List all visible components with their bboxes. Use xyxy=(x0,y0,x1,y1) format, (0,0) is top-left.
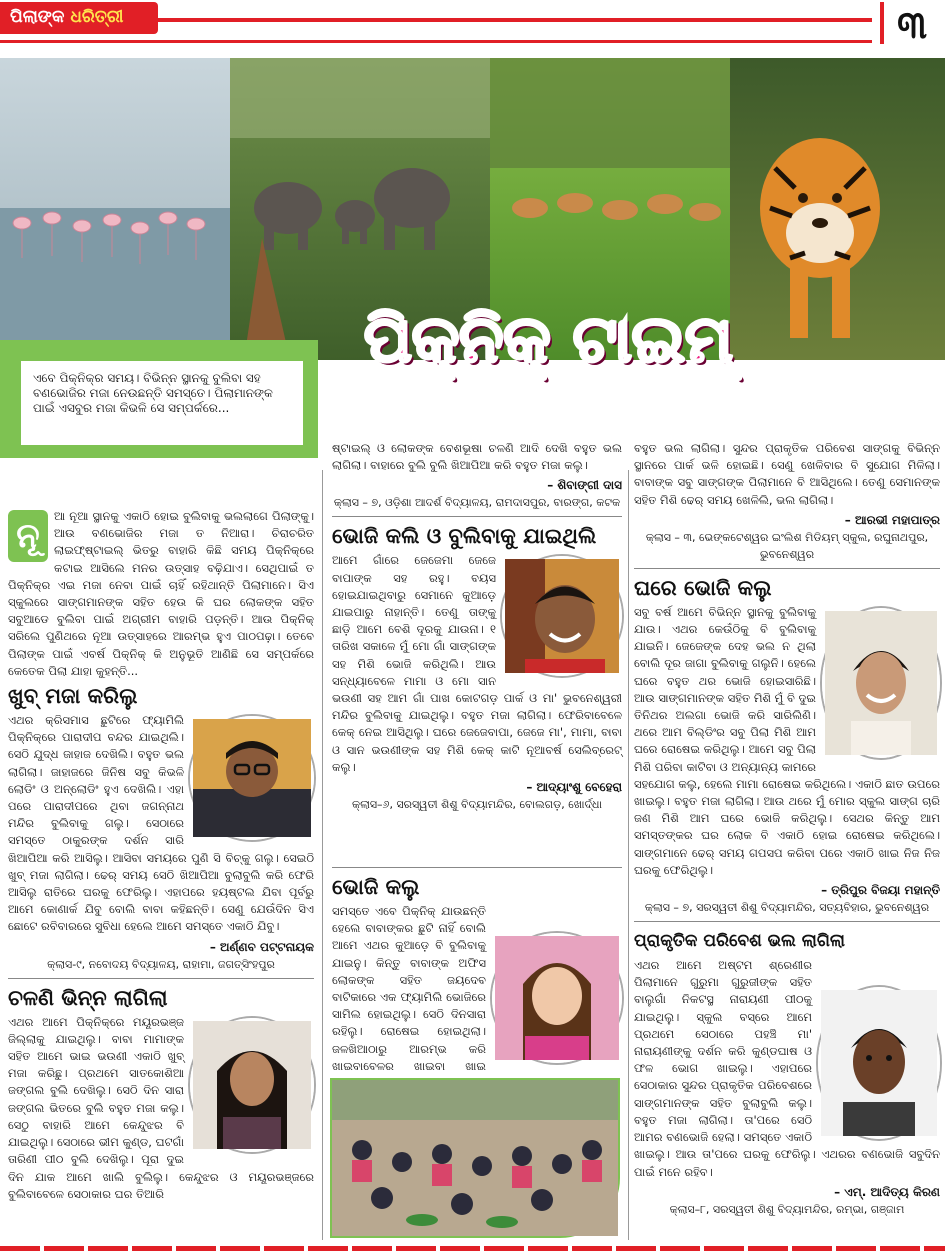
separator xyxy=(332,867,622,868)
story-3-body: ଆମେ ଗାଁରେ ଜେଜେମା ଜେଜେ ବାପାଙ୍କ ସହ ରହୁ। ବୟସ ହୋଇଯାଇଥିବାରୁ ସେମାନେ କୁଆଡ଼େ ଯାଇପାରୁ ନାହାନ୍ତି। ତେଣୁ ତାଙ୍କୁ ଛାଡ଼ି ଆମେ ବେଶି ଦୂରକୁ ଯାଉନା। ୧ ତାରିଖ ସକାଳେ ମୁଁ ମୋ ଗାଁ ସାଙ୍ଗଙ୍କ ସହ ମିଶି ଭୋଜି କରିଥିଲି। ଆଉ ସନ୍ଧ୍ୟାବେଳେ ମାମା ଓ ମୋ ସାନ ଭଉଣୀ ସହ ଆମ ଗାଁ ପାଖ କୋଟଗଡ଼ ପାର୍କ ଓ ମା' ଭୁବନେଶ୍ୱରୀ ମନ୍ଦିର ବୁଲିବାକୁ ଯାଇଥିଲୁ। ବହୁତ ମଜା ଲାଗିଲା। ଫେରିବାବେଳେ କେକ୍ ନେଇ ଆସିଥିଲୁ। ଘରେ ଜେଜେବାପା, ଜେଜେ ମା', ମାମା, ବାବା ଓ ସାନ ଭଉଣୀଙ୍କ ସହ ମିଶି କେକ୍ କାଟି ନୂଆବର୍ଷ ସେଲିବ୍ରେଟ୍ କଲୁ। xyxy=(332,553,622,774)
story-1-body: ଏଥର କ୍ରିସମାସ ଛୁଟିରେ ଫ୍ୟାମିଲି ପିକ୍‌ନିକ୍‌ରେ ପାରାଦୀପ ବନ୍ଦର ଯାଇଥିଲି। ସେଠି ଯୁଦ୍ଧ ଜାହାଜ ଦେଖିଲି। ବହୁତ ଭଲ ଲାଗିଲା। ଜାହାଜରେ ଜିନିଷ ସବୁ କିଭଳି ଲୋଡିଂ ଓ ଅନ୍‌ଲୋଡିଂ ହୁଏ ଦେଖିଲି। ଏହା ପରେ ପାରାଦୀପରେ ଥିବା ଜଗନ୍ନାଥ ମନ୍ଦିର ବୁଲିବାକୁ ଗଲୁ। ସେଠାରେ ସମସ୍ତେ ଠାକୁରଙ୍କ ଦର୍ଶନ ସାରି ଖିଆପିଆ କରି ଆସିଲୁ। ଆସିବା ସମୟରେ ପୁଣି ସି ବିଚ୍‌କୁ ଗଲୁ। ସେଇଠି ଖୁବ୍ ମଜା ଲାଗିଲା। ଢେର୍ ସମୟ ସେଠି ଖିଆପିଆ ବୁଲାବୁଲି କରି ଫେରି ଆସିଲୁ ରାତିରେ ଘରକୁ ଫେରିଲୁ। ଏହାପରେ ହୟଷ୍ଟଲ ଯିବା ପୂର୍ବରୁ ଆମେ କୋଣାର୍କ ଯିବୁ ବୋଲି ବାବା କହିଛନ୍ତି। ସେଣୁ ଯେଉଁଦିନ ସିଏ ଛୋଟେ ରବିବାରରେ ସୁବିଧା ହେଲେ ଆମେ ସମସ୍ତେ ଏକାଠି ଯିବୁ। xyxy=(8,713,314,934)
story-6-body: ଏଥର ଆମେ ଅଷ୍ଟମ ଶ୍ରେଣୀର ପିଲାମାନେ ଗୁରୁମା ଗୁରୁଜୀଙ୍କ ସହିତ ବାଲୁଗାଁ ନିକଟସ୍ଥ ନାରାୟଣୀ ପୀଠକୁ ଯାଇଥିଲୁ। ସ୍କୁଲ ବସ୍‌ରେ ଆମେ ପ୍ରଥମେ ସେଠାରେ ପହଞ୍ଚି ମା' ନାରାୟଣୀଙ୍କୁ ଦର୍ଶନ କରି କୁଣ୍ଡଘାଷ ଓ ଫଳ ଭୋଗ ଖାଇଲୁ। ଏହାପରେ ସେଠାକାର ସୁନ୍ଦର ପ୍ରାକୃତିକ ପରିବେଶରେ ସାଙ୍ଗମାନଙ୍କ ସହିତ ବୁଲାବୁଲି କଲୁ। ବହୁତ ମଜା ଲାଗିଲା। ତା'ପରେ ସେଠି ଆମର ବଣଭୋଜି ହେଲା। ସମସ୍ତେ ଏକାଠି ଖାଇଲୁ। ଆଉ ତା'ପରେ ଘରକୁ ଫେରିଲୁ। ଏଥରର ବଣଭୋଜି ସବୁଦିନ ପାଇଁ ମନେ ରହିବ। xyxy=(634,958,940,1179)
header-underline xyxy=(0,40,872,43)
portrait-boy-smiling xyxy=(505,559,619,673)
page-header xyxy=(0,0,945,56)
story-3-school: କ୍ଲାସ–୬, ସରସ୍ୱତୀ ଶିଶୁ ବିଦ୍ୟାମନ୍ଦିର, ବୋଲଗଡ଼, ଖୋର୍ଦ୍ଧା xyxy=(351,798,603,812)
masthead-word-2: ଧରିତ୍ରୀ xyxy=(70,7,124,27)
intro-panel xyxy=(0,340,318,458)
drop-cap: ନୂ xyxy=(8,510,48,562)
column-2 xyxy=(332,440,622,860)
photo-shivangi xyxy=(190,1018,314,1152)
story-4-heading: ଭୋଜି କଲୁ xyxy=(332,875,420,899)
photo-aditya xyxy=(818,987,940,1139)
story-6-heading: ପ୍ରାକୃତିକ ପରିବେଶ ଭଲ ଲାଗିଲା xyxy=(634,931,846,952)
story-1-byline: – ଅର୍ଣ୍ଣବ ପଟ୍ଟନାୟକ xyxy=(209,939,314,954)
photo-adyanshu xyxy=(502,556,622,676)
group-photo xyxy=(330,1078,620,1238)
story-2-body: ଏଥର ଆମେ ପିକ୍‌ନିକ୍‌ରେ ମୟୂରଭଞ୍ଜ ଜିଲ୍ଲାକୁ ଯାଇଥିଲୁ। ବାବା ମାମାଙ୍କ ସହିତ ଆମେ ଭାଇ ଭଉଣୀ ଏକାଠି ଖୁବ୍ ମଜା କରିଛୁ। ପ୍ରଥମେ ସାତକୋଶିଆ ଜଙ୍ଗଲ ବୁଲି ଦେଖିଲୁ। ସେଠି ଦିନ ସାରା ଜଙ୍ଗଲ ଭିତରେ ବୁଲି ବହୁତ ମଜା କଲୁ। ସେଠୁ ବାହାରି ଆମେ କେନ୍ଦୁଝର ବି ଯାଇଥିଲୁ। ସେଠାରେ ଭୀମ କୁଣ୍ଡ, ଘଟଗାଁ ତାରିଣୀ ପୀଠ ବୁଲି ଦେଖିଲୁ। ପୂରା ଦୁଇ ଦିନ ଯାକ ଆମେ ଖାଲି ବୁଲିଲୁ। କେନ୍ଦୁଝର ଓ ମୟୂରଭଞ୍ଜରେ ବୁଲିବାବେଳେ ସେଠାକାର ଘର ତିଆରି xyxy=(8,1014,314,1201)
photo-tripura xyxy=(822,608,940,758)
story-5-school: କ୍ଲାସ – ୭, ସରସ୍ୱତୀ ଶିଶୁ ବିଦ୍ୟାମନ୍ଦିର, ସତ୍ୟବିହାର, ଭୁବନେଶ୍ୱର xyxy=(644,901,930,915)
column-3 xyxy=(634,440,940,1240)
portrait-boy-passport xyxy=(821,990,937,1136)
story-3-byline: – ଆଦ୍ୟାଂଶୁ ବେହେରା xyxy=(526,780,622,795)
portrait-smiling-child xyxy=(825,611,937,755)
header-rule xyxy=(158,18,872,22)
story-6-school: କ୍ଲାସ–୮, ସରସ୍ୱତୀ ଶିଶୁ ବିଦ୍ୟାମନ୍ଦିର, ରମ୍ଭା, ଗଞ୍ଜାମ xyxy=(669,1202,905,1216)
separator xyxy=(8,978,314,979)
feature-title: ପିକ୍‌ନିକ୍ ଟାଇମ୍ xyxy=(364,303,733,377)
intro-text: ଏବେ ପିକ୍‌ନିକ୍‌ର ସମୟ। ବିଭିନ୍ନ ସ୍ଥାନକୁ ବୁଲିବା ସହ ବଣଭୋଜିର ମଜା ନେଉଛନ୍ତି ସମସ୍ତେ। ପିଲାମାନଙ୍କ ପାଇଁ ଏସବୁର ମଜା କିଭଳି ସେ ସମ୍ପର୍କରେ... xyxy=(20,360,304,446)
portrait-girl-pink xyxy=(495,936,619,1060)
story-2-heading: ଚଳଣି ଭିନ୍ନ ଲାଗିଲା xyxy=(8,985,168,1010)
story-3-heading: ଭୋଜି କଲି ଓ ବୁଲିବାକୁ ଯାଇଥିଲି xyxy=(332,524,597,549)
story-4-body: ସମସ୍ତେ ଏବେ ପିକ୍‌ନିକ୍ ଯାଉଛନ୍ତି ହେଲେ ବାବାଙ୍କର ଛୁଟି ନାହିଁ ବୋଲି ଆମେ ଏଥର କୁଆଡ଼େ ବି ବୁଲିବାକୁ ଯାଇନୁ। କିନ୍ତୁ ବାବାଙ୍କ ଅଫିସ ଲୋକଙ୍କ ସହିତ ଜୟଦେବ ବାଟିକାରେ ଏକ ଫ୍ୟାମିଲି ଭୋଜିରେ ସାମିଲ ହୋଇଥିଲୁ। ସେଠି ଦିନସାରା ରହିଲୁ। ରୋଷେଇ ହୋଇଥିଲା। ଜଳଖିଆଠାରୁ ଆରମ୍ଭ କରି ଖାଇବାବେଳର ଖାଇବା ଖାଇ xyxy=(332,904,486,1073)
page-footer xyxy=(0,1240,945,1256)
continued-text: ଷ୍ଟାଇଲ୍ ଓ ଲୋକଙ୍କ ବେଶଭୂଷା ଚଳଣି ଆଦି ଦେଖି ବହୁତ ଭଲ ଲାଗିଲା। ବାହାରେ ବୁଲି ବୁଲି ଖିଆପିଆ କରି ବହୁତ ମଜା କଲୁ। xyxy=(332,441,622,473)
lead-paragraph: ଆ ନୂଆ ସ୍ଥାନକୁ ଏକାଠି ହୋଇ ବୁଲିବାକୁ ଭଲଲାଗେ ପିଲାଙ୍କୁ। ଆଉ ବଣଭୋଜିର ମଜା ତ ନିଆରା। ଚିରାଚରିତ ଲାଇଫ୍‌ଷ୍ଟାଇଲ୍ ଭିତରୁ ବାହାରି କିଛି ସମୟ ପିକ୍‌ନିକ୍‌ରେ କଟାଇ ଆସିଲେ ମନର ଉତ୍ସାହ ବଢ଼ିଯାଏ। ସେଥିପାଇଁ ତ ପିକ୍‌ନିକ୍‌ର ଏଇ ମଜା ନେବା ପାଇଁ ଚାହିଁ ରହିଥାନ୍ତି ପିଲାମାନେ। ସିଏ ସ୍କୁଲରେ ସାଙ୍ଗମାନଙ୍କ ସହିତ ହେଉ କି ଘର ଲୋକଙ୍କ ସହିତ ସବୁଆଡେ ବୁଲିବା ପାଇଁ ଅଗ୍ରୀମ ବାହାରି ପଡ଼ନ୍ତି। ଆଉ ପିକ୍‌ନିକ୍ ସରିଲେ ପୁଣିଥରେ ନୂଆ ଉତ୍ସାହରେ ଆରମ୍ଭ ହୁଏ ପାଠପଢ଼ା। ତେବେ ପିଲାଙ୍କ ପାଇଁ ଏବର୍ଷ ପିକ୍‌ନିକ୍ କି ଅନୁଭୂତି ଆଣିଛି ସେ ସମ୍ପର୍କରେ କେତେକ ପିଲା ଯାହା କୁହନ୍ତି... xyxy=(8,509,314,678)
story-1-heading: ଖୁବ୍ ମଜା କରିଲୁ xyxy=(8,684,138,709)
separator xyxy=(634,921,940,922)
continued-byline-2: – ଆରଭୀ ମହାପାତ୍ର xyxy=(844,512,940,527)
portrait-boy-glasses xyxy=(193,719,311,837)
story-1-school: କ୍ଲାସ-୯, ନବୋଦୟ ବିଦ୍ୟାଳୟ, ରାହାମା, ଜଗତ୍‌ସିଂହପୁର xyxy=(47,957,275,971)
story-5-byline: – ତ୍ରିପୁର ବିଜୟା ମହାନ୍ତି xyxy=(821,883,940,898)
separator xyxy=(332,516,622,517)
portrait-girl xyxy=(193,1021,311,1149)
column-1 xyxy=(8,508,314,1238)
separator xyxy=(634,568,940,569)
masthead xyxy=(0,2,158,34)
continued-school: କ୍ଲାସ – ୭, ଓଡ଼ିଶା ଆଦର୍ଶ ବିଦ୍ୟାଳୟ, ରାମଦାସପୁର, ବାରଙ୍ଗ, କଟକ xyxy=(333,496,621,510)
story-6-byline: – ଏମ୍. ଆଦିତ୍ୟ କିରଣ xyxy=(834,1184,940,1199)
continued-school-2: କ୍ଲାସ – ୩, ଭେଙ୍କଟେଶ୍ୱର ଇଂଲିଶ ମିଡିୟମ୍ ସ୍କୁଲ, ରଘୁନାଥପୁର, ଭୁବନେଶ୍ୱର xyxy=(645,530,929,561)
masthead-word-1: ପିଲାଙ୍କ xyxy=(10,7,65,27)
column-2-lower xyxy=(332,862,622,1076)
page-number: ୩ xyxy=(897,2,927,47)
column-divider-1 xyxy=(322,470,323,1240)
picnic-group-illustration xyxy=(332,1080,618,1236)
story-5-body: ସବୁ ବର୍ଷ ଆମେ ବିଭିନ୍ନ ସ୍ଥାନକୁ ବୁଲିବାକୁ ଯାଉ। ଏଥର କେଉଁଠିକୁ ବି ବୁଲିବାକୁ ଯାଇନି। ଜେଜେଙ୍କ ଦେହ ଭଲ ନ ଥିଲା ବୋଲି ଦୂର ଜାଗା ବୁଲିବାକୁ ଗଲୁନି। ହେଲେ ଘରେ ବହୁତ ଥର ଭୋଜି ହୋଇସାରିଛି। ଆଉ ସାଙ୍ଗମାନଙ୍କ ସହିତ ମିଶି ମୁଁ ବି ଦୁଇ ତିନିଥର ଅଲଗା ଭୋଜି କରି ସାରିଲିଣି। ଥରେ ଆମ ବିଲ୍ଡିଂର ସବୁ ପିଲା ମିଶି ଆମ ଘରେ ରୋଷେଇ କରିଥିଲୁ। ଆମେ ସବୁ ପିଲା ମିଶି ପରିବା କାଟିବା ଓ ଅନ୍ୟାନ୍ୟ କାମରେ ସହଯୋଗ କଲୁ, ହେଲେ ମାମା ରୋଷେଇ କରିଥିଲେ। ଏକାଠି ଛାତ ଉପରେ ଖାଇଲୁ। ବହୁତ ମଜା ଲାଗିଲା। ଆଉ ଥରେ ମୁଁ ମୋର ସ୍କୁଲ ସାଙ୍ଗ ଚାରି ଜଣ ମିଶି ଆମ ଘରେ ଭୋଜି କରିଥିଲୁ। ସେଥର କିନ୍ତୁ ଆମ ସମସ୍ତଙ୍କର ଘର ଲୋକ ବି ଏକାଠି ହୋଇ ରୋଷେଇ କରିଥିଲେ। ସାଙ୍ଗମାନେ ଢେର୍ ସମୟ ଗପସପ କରିବା ପରେ ଏକାଠି ଖାଇ ନିଜ ନିଜ ଘରକୁ ଫେରିଥିଲୁ। xyxy=(634,604,940,877)
footer-rule xyxy=(0,1246,945,1251)
story-5-heading: ଘରେ ଭୋଜି କଲୁ xyxy=(634,575,772,600)
photo-girl-2 xyxy=(492,933,622,1063)
column-divider-2 xyxy=(628,470,629,1240)
continued-text-2: ବହୁତ ଭଲ ଲାଗିଲା। ସୁନ୍ଦର ପ୍ରାକୃତିକ ପରିବେଶ ସାଙ୍ଗକୁ ବିଭିନ୍ନ ସ୍ଥାନରେ ପାର୍କ ଭଳି ହୋଇଛି। ସେଣୁ ଖେଳିବାର ବି ସୁଯୋଗ ମିଳିଲା। ବାବାଙ୍କ ସବୁ ସାଙ୍ଗଙ୍କ ପିଲାମାନେ ବି ଆସିଥିଲେ। ତେଣୁ ସେମାନଙ୍କ ସହିତ ମିଶି ଢେର୍ ସମୟ ଖେଳିଲି, ଭଲ ଲାଗିଲା। xyxy=(634,441,940,507)
continued-byline: – ଶିବାଙ୍ଗୀ ଦାସ xyxy=(547,478,622,493)
photo-arnab xyxy=(190,716,314,840)
